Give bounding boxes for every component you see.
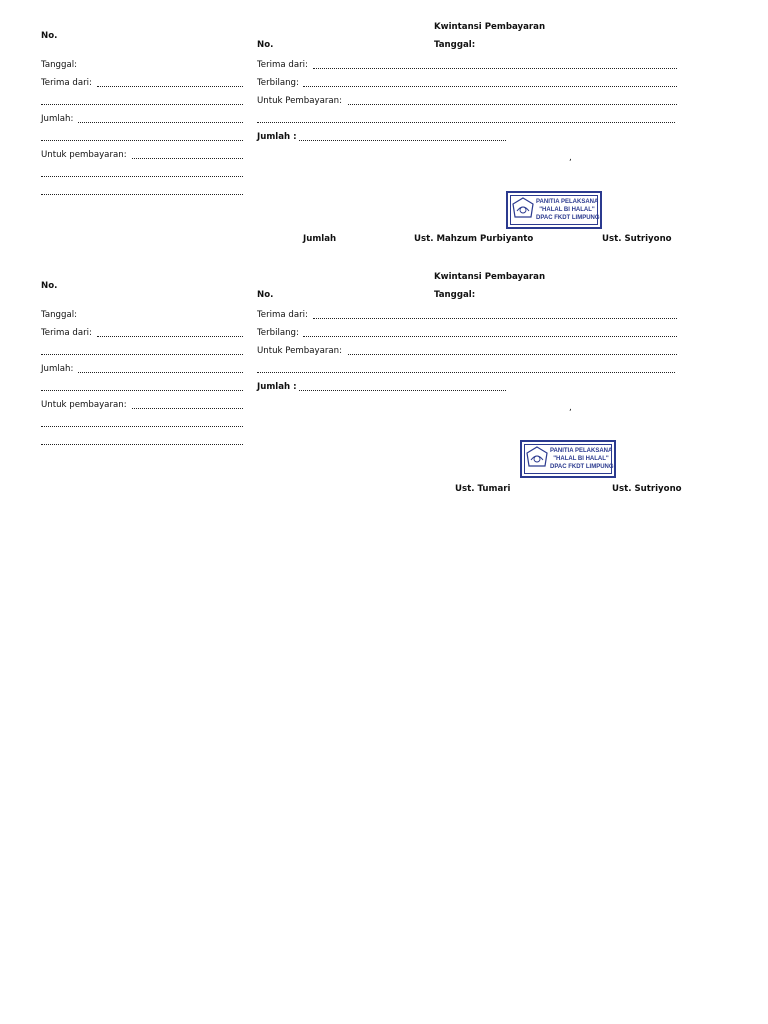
main-tanggal-label: Tanggal: bbox=[434, 40, 476, 50]
main-untuk-label: Untuk Pembayaran: bbox=[257, 96, 343, 106]
stub-untuk-line bbox=[132, 150, 243, 161]
receipt-1 bbox=[0, 0, 768, 250]
receipt-2 bbox=[0, 250, 768, 500]
main-terbilang-label: Terbilang: bbox=[257, 78, 299, 88]
stub-tanggal-label: Tanggal: bbox=[41, 60, 77, 70]
main-untuk-line-2 bbox=[257, 364, 675, 375]
emblem-icon bbox=[525, 446, 549, 470]
stub-terima-dari-label: Terima dari: bbox=[41, 78, 92, 88]
signature-right: Ust. Sutriyono bbox=[612, 484, 682, 494]
stub-jumlah-line-2 bbox=[41, 382, 243, 393]
date-comma: , bbox=[569, 153, 572, 163]
receipt-title: Kwintansi Pembayaran bbox=[434, 272, 546, 282]
main-no-label: No. bbox=[257, 290, 274, 300]
main-terima-dari-label: Terima dari: bbox=[257, 60, 308, 70]
stamp-line-3: DPAC FKDT LIMPUNG bbox=[536, 215, 600, 221]
stub-jumlah-label: Jumlah: bbox=[41, 114, 74, 124]
stub-terima-dari-label: Terima dari: bbox=[41, 328, 92, 338]
stamp bbox=[520, 440, 616, 478]
main-terbilang-line bbox=[303, 328, 677, 339]
stub-no-label: No. bbox=[41, 281, 58, 291]
receipt-title: Kwintansi Pembayaran bbox=[434, 22, 546, 32]
stub-untuk-line bbox=[132, 400, 243, 411]
stub-jumlah-line bbox=[78, 114, 243, 125]
stub-terima-dari-line bbox=[97, 78, 243, 89]
main-terima-dari-label: Terima dari: bbox=[257, 310, 308, 320]
stub-untuk-line-3 bbox=[41, 436, 243, 447]
stub-jumlah-line bbox=[78, 364, 243, 375]
stub-no-label: No. bbox=[41, 31, 58, 41]
stub-untuk-line-2 bbox=[41, 418, 243, 429]
stub-untuk-label: Untuk pembayaran: bbox=[41, 400, 127, 410]
main-tanggal-label: Tanggal: bbox=[434, 290, 476, 300]
stamp-line-1: PANITIA PELAKSANA bbox=[536, 199, 599, 205]
stub-untuk-line-3 bbox=[41, 186, 243, 197]
main-untuk-line-2 bbox=[257, 114, 675, 125]
stub-untuk-line-2 bbox=[41, 168, 243, 179]
main-untuk-line bbox=[348, 346, 677, 357]
main-jumlah-line bbox=[299, 132, 506, 143]
signature-middle: Ust. Mahzum Purbiyanto bbox=[414, 234, 534, 244]
stub-untuk-label: Untuk pembayaran: bbox=[41, 150, 127, 160]
signature-right: Ust. Sutriyono bbox=[602, 234, 672, 244]
main-terbilang-line bbox=[303, 78, 677, 89]
stub-terima-dari-line-2 bbox=[41, 346, 243, 357]
main-no-label: No. bbox=[257, 40, 274, 50]
main-terbilang-label: Terbilang: bbox=[257, 328, 299, 338]
signature-middle: Ust. Tumari bbox=[455, 484, 511, 494]
stamp-line-1: PANITIA PELAKSANA bbox=[550, 448, 613, 454]
stub-terima-dari-line bbox=[97, 328, 243, 339]
emblem-icon bbox=[511, 197, 535, 221]
stub-tanggal-label: Tanggal: bbox=[41, 310, 77, 320]
main-untuk-label: Untuk Pembayaran: bbox=[257, 346, 343, 356]
main-jumlah-label: Jumlah : bbox=[257, 382, 297, 392]
stamp-line-2: "HALAL BI HALAL" bbox=[553, 456, 609, 462]
main-jumlah-line bbox=[299, 382, 506, 393]
main-terima-dari-line bbox=[313, 310, 677, 321]
main-jumlah-label: Jumlah : bbox=[257, 132, 297, 142]
main-terima-dari-line bbox=[313, 60, 677, 71]
stamp-line-2: "HALAL BI HALAL" bbox=[539, 207, 595, 213]
stamp-line-3: DPAC FKDT LIMPUNG bbox=[550, 464, 614, 470]
date-comma: , bbox=[569, 403, 572, 413]
stub-jumlah-line-2 bbox=[41, 132, 243, 143]
stub-terima-dari-line-2 bbox=[41, 96, 243, 107]
stamp bbox=[506, 191, 602, 229]
stub-jumlah-label: Jumlah: bbox=[41, 364, 74, 374]
main-untuk-line bbox=[348, 96, 677, 107]
signature-left: Jumlah bbox=[303, 234, 337, 244]
